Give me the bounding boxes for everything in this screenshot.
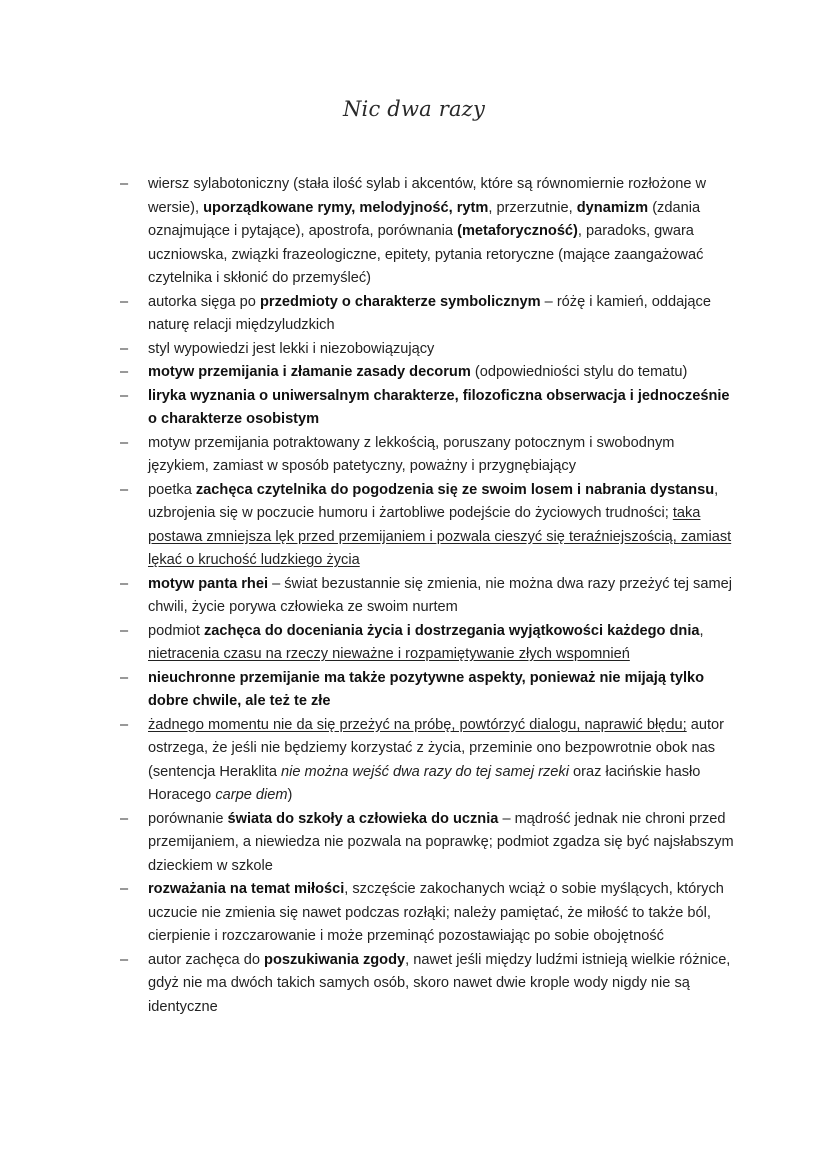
- text: ): [287, 787, 293, 803]
- bullet-dash: –: [120, 176, 129, 192]
- bullet-dash: –: [120, 481, 129, 498]
- bold-text: zachęca czytelnika do pogodzenia się ze swoim losem i nabrania dystansu: [195, 481, 715, 498]
- bold-text: rozważania na temat miłości: [148, 881, 345, 897]
- underlined-text: taka postawa zmniejsza lęk przed przemijaniem i pozwala cieszyć się teraźniejszością, zamiast lękać o kruchość ludzkiego życia: [148, 505, 732, 568]
- list-item: [120, 173, 736, 291]
- text: autor ostrzega, że jeśli nie będziemy korzystać z życia, przeminie ono bezpowrotnie obok nas (sentencja Heraklita: [148, 716, 724, 780]
- bullet-dash: –: [120, 810, 129, 827]
- text: styl wypowiedzi jest lekki i niezobowiązujący: [148, 340, 435, 357]
- text: poetka: [148, 481, 196, 498]
- text: – różę i kamień, oddające naturę relacji międzyludzkich: [148, 293, 711, 333]
- list-item: [120, 338, 736, 362]
- list-item: [120, 361, 736, 385]
- bullet-dash: –: [120, 716, 129, 733]
- list-item: [120, 667, 736, 714]
- text: (odpowiedniości stylu do tematu): [470, 364, 688, 380]
- text: , szczęście zakochanych wciąż o sobie myślących, których uczucie nie zmienia się nawet podczas rozłąki; należy pamiętać, że miłość to także ból, cierpienie i rozczarowanie i może przeminąć pozostawiając po sobie obojętność: [148, 881, 724, 944]
- list-item: [120, 479, 736, 573]
- text: – świat bezustannie się zmienia, nie można dwa razy przeżyć tej samej chwili, życie porywa człowieka ze swoim nurtem: [148, 575, 732, 615]
- text: porównanie: [148, 810, 228, 827]
- page-title: Nic dwa razy: [342, 97, 486, 121]
- bold-text: przedmioty o charakterze symbolicznym: [259, 293, 541, 310]
- bold-text: dynamizm: [576, 199, 649, 216]
- text: oraz łacińskie hasło Horacego: [148, 763, 701, 803]
- text: (zdania oznajmujące i pytające), apostrofa, porównania: [148, 199, 701, 239]
- list-item: [120, 808, 736, 879]
- bold-text: uporządkowane rymy, melodyjność, rytm: [203, 199, 489, 216]
- underlined-text: nietracenia czasu na rzeczy nieważne i rozpamiętywanie złych wspomnień: [148, 646, 630, 662]
- bullet-dash: –: [120, 434, 129, 451]
- bullet-dash: –: [120, 364, 129, 380]
- bold-text: nieuchronne przemijanie ma także pozytywne aspekty, ponieważ nie mijają tylko dobre chwile, ale też te złe: [148, 669, 705, 709]
- bullet-dash: –: [120, 387, 129, 404]
- list-item: [120, 432, 736, 479]
- text: , uzbrojenia się w poczucie humoru i żartobliwe podejście do życiowych trudności;: [148, 481, 719, 521]
- bold-text: motyw przemijania i złamanie zasady decorum: [148, 364, 471, 380]
- italic-text: carpe diem: [215, 787, 288, 803]
- bold-text: liryka wyznania o uniwersalnym charakterze, filozoficzna obserwacja i jednocześnie o charakterze osobistym: [148, 387, 730, 427]
- list-item: [120, 620, 736, 667]
- italic-text: nie można wejść dwa razy do tej samej rzeki: [281, 763, 569, 780]
- text: motyw przemijania potraktowany z lekkością, poruszany potocznym i swobodnym językiem, zamiast w sposób patetyczny, poważny i przygnębiający: [148, 434, 675, 474]
- text: , przerzutnie,: [488, 199, 577, 216]
- list-item: [120, 573, 736, 620]
- list-item: [120, 714, 736, 808]
- list-item: [120, 878, 736, 949]
- text: podmiot: [148, 622, 204, 639]
- bold-text: (metaforyczność): [457, 223, 578, 239]
- notes-list: [120, 173, 736, 1019]
- text: , paradoks, gwara uczniowska, związki frazeologiczne, epitety, pytania retoryczne (mające zaangażować czytelnika i skłonić do przemyśleć): [148, 223, 704, 286]
- bold-text: zachęca do doceniania życia i dostrzegania wyjątkowości każdego dnia: [203, 622, 700, 639]
- bullet-dash: –: [120, 575, 129, 592]
- text: – mądrość jednak nie chroni przed przemijaniem, a niewiedza nie pozwala na poprawkę; podmiot zgadza się być najsłabszym dzieckiem w szkole: [148, 810, 734, 874]
- underlined-text: żadnego momentu nie da się przeżyć na próbę, powtórzyć dialogu, naprawić błędu;: [148, 716, 687, 733]
- bullet-dash: –: [120, 340, 129, 357]
- bullet-dash: –: [120, 293, 129, 310]
- text: wiersz sylabotoniczny (stała ilość sylab i akcentów, które są równomiernie rozłożone w wersie),: [148, 176, 707, 216]
- bullet-dash: –: [120, 622, 129, 639]
- bullet-dash: –: [120, 951, 129, 968]
- bullet-dash: –: [120, 669, 129, 686]
- bold-text: świata do szkoły a człowieka do ucznia: [227, 810, 499, 827]
- text: ,: [699, 622, 704, 639]
- bold-text: motyw panta rhei: [148, 575, 269, 592]
- bold-text: poszukiwania zgody: [264, 951, 406, 968]
- text: autorka sięga po: [148, 293, 260, 310]
- list-item: [120, 949, 736, 1020]
- list-item: [120, 291, 736, 338]
- bullet-dash: –: [120, 881, 129, 897]
- text: autor zachęca do: [148, 951, 265, 968]
- list-item: [120, 385, 736, 432]
- text: , nawet jeśli między ludźmi istnieją wielkie różnice, gdyż nie ma dwóch takich samych osób, skoro nawet dwie krople wody nigdy nie są identyczne: [148, 951, 731, 1015]
